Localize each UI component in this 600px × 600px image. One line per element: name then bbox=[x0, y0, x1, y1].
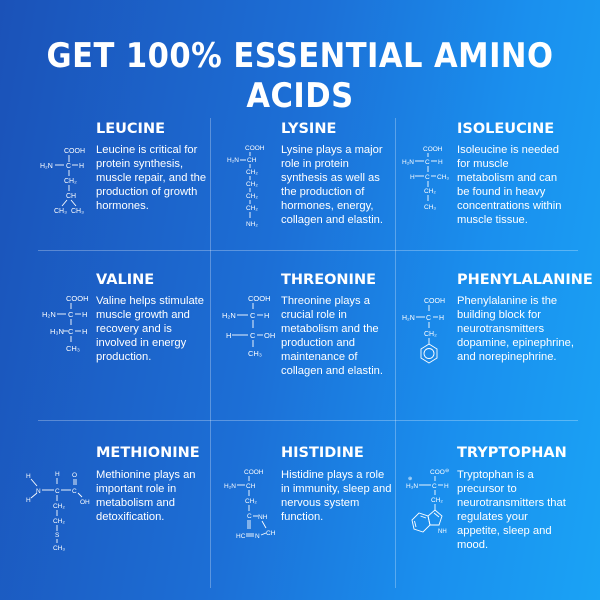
svg-text:COOH: COOH bbox=[64, 148, 85, 155]
svg-text:CH₂: CH₂ bbox=[53, 503, 65, 510]
tryptophan-structure-icon bbox=[400, 466, 458, 548]
valine-structure-icon bbox=[38, 292, 98, 354]
amino-acid-name: LYSINE bbox=[281, 121, 337, 137]
amino-acid-description: Methionine plays an important role in metabolism and detoxification. bbox=[96, 469, 196, 523]
amino-acid-name: TRYPTOPHAN bbox=[457, 445, 567, 461]
svg-text:CH: CH bbox=[266, 530, 276, 537]
svg-text:CH₂: CH₂ bbox=[246, 169, 258, 176]
svg-text:C: C bbox=[55, 488, 60, 495]
svg-text:HC: HC bbox=[236, 533, 246, 540]
svg-text:CH₂: CH₂ bbox=[64, 178, 77, 185]
svg-text:CH₃: CH₃ bbox=[54, 208, 67, 215]
svg-text:⊖: ⊖ bbox=[445, 468, 450, 474]
grid-divider bbox=[38, 250, 578, 251]
amino-acid-name: THREONINE bbox=[281, 272, 376, 288]
svg-text:COOH: COOH bbox=[244, 469, 264, 476]
svg-text:C: C bbox=[425, 174, 430, 181]
svg-text:C: C bbox=[68, 327, 74, 336]
svg-text:CH₃: CH₃ bbox=[66, 344, 80, 353]
svg-text:CH₂: CH₂ bbox=[424, 188, 436, 195]
amino-acid-name: METHIONINE bbox=[96, 445, 200, 461]
svg-text:CH: CH bbox=[246, 483, 256, 490]
svg-text:NH: NH bbox=[258, 514, 268, 521]
svg-text:COOH: COOH bbox=[248, 294, 271, 303]
methionine-structure-icon bbox=[22, 468, 96, 552]
svg-text:CH₃: CH₃ bbox=[424, 204, 437, 211]
svg-text:H: H bbox=[439, 315, 445, 322]
amino-acid-description: Isoleucine is needed for muscle metabolism and can be found in heavy concentrations within muscle tissue. bbox=[457, 144, 562, 226]
amino-acid-name: VALINE bbox=[96, 272, 155, 288]
svg-text:H: H bbox=[438, 159, 443, 166]
svg-text:H: H bbox=[55, 471, 60, 478]
svg-text:H: H bbox=[444, 483, 449, 490]
histidine-structure-icon bbox=[222, 466, 280, 546]
svg-text:H₂N: H₂N bbox=[227, 157, 239, 164]
svg-text:H: H bbox=[264, 311, 270, 320]
lysine-structure-icon bbox=[225, 142, 275, 234]
svg-text:CH₂: CH₂ bbox=[246, 181, 258, 188]
svg-text:NH₂: NH₂ bbox=[246, 221, 258, 228]
svg-text:CH₂: CH₂ bbox=[424, 331, 437, 338]
grid-divider bbox=[38, 420, 578, 421]
svg-text:NH: NH bbox=[438, 529, 447, 535]
amino-acid-description: Tryptophan is a precursor to neurotransmitters that regulates your appetite, sleep and mood. bbox=[457, 469, 566, 551]
svg-text:S: S bbox=[55, 532, 60, 539]
leucine-structure-icon bbox=[36, 144, 96, 216]
svg-text:CH₃: CH₃ bbox=[53, 545, 66, 552]
svg-text:C: C bbox=[432, 483, 437, 490]
svg-text:C: C bbox=[247, 513, 252, 520]
isoleucine-structure-icon bbox=[400, 143, 455, 215]
svg-text:CH₂: CH₂ bbox=[245, 498, 257, 505]
svg-text:COO: COO bbox=[430, 469, 445, 476]
svg-text:H: H bbox=[410, 174, 415, 181]
amino-acid-description: Lysine plays a major role in protein synthesis as well as the production of hormones, energy, collagen and elastin. bbox=[281, 144, 384, 226]
page-title: GET 100% ESSENTIAL AMINO ACIDS bbox=[46, 36, 554, 116]
amino-acid-name: HISTIDINE bbox=[281, 445, 364, 461]
svg-text:CH₃: CH₃ bbox=[437, 174, 450, 181]
svg-text:C: C bbox=[68, 310, 74, 319]
svg-text:O: O bbox=[72, 472, 78, 479]
amino-acid-description: Threonine plays a crucial role in metabolism and the production and maintenance of collagen and elastin. bbox=[281, 295, 384, 377]
svg-text:COOH: COOH bbox=[245, 145, 265, 152]
svg-text:CH₂: CH₂ bbox=[53, 518, 65, 525]
svg-text:OH: OH bbox=[80, 499, 90, 506]
svg-text:H: H bbox=[226, 331, 232, 340]
amino-acid-name: LEUCINE bbox=[96, 121, 165, 137]
amino-acid-description: Histidine plays a role in immunity, sleep and nervous system function. bbox=[281, 469, 392, 523]
svg-text:CH: CH bbox=[66, 193, 77, 200]
amino-acid-name: PHENYLALANINE bbox=[457, 272, 593, 288]
svg-text:CH₂: CH₂ bbox=[431, 497, 443, 504]
svg-text:H: H bbox=[82, 310, 88, 319]
svg-text:COOH: COOH bbox=[423, 146, 443, 153]
svg-text:CH₂: CH₂ bbox=[246, 193, 258, 200]
amino-acid-name: ISOLEUCINE bbox=[457, 121, 555, 137]
svg-text:⊕: ⊕ bbox=[408, 476, 413, 482]
svg-text:COOH: COOH bbox=[66, 294, 89, 303]
svg-text:C: C bbox=[426, 315, 432, 322]
svg-text:H₂N: H₂N bbox=[224, 483, 236, 490]
svg-text:C: C bbox=[72, 488, 77, 495]
grid-divider bbox=[395, 118, 396, 588]
phenylalanine-structure-icon bbox=[400, 294, 456, 370]
svg-text:H₂N: H₂N bbox=[40, 163, 53, 170]
svg-text:C: C bbox=[66, 163, 72, 170]
grid-divider bbox=[210, 118, 211, 588]
svg-text:H₃N: H₃N bbox=[406, 483, 419, 490]
svg-text:H₂N: H₂N bbox=[42, 310, 56, 319]
threonine-structure-icon bbox=[220, 292, 280, 360]
svg-text:OH: OH bbox=[264, 331, 276, 340]
svg-text:C: C bbox=[425, 159, 430, 166]
svg-text:N: N bbox=[255, 533, 260, 540]
svg-text:H₂N: H₂N bbox=[402, 315, 415, 322]
amino-acid-description: Phenylalanine is the building block for neurotransmitters dopamine, epinephrine, and norepinephrine. bbox=[457, 295, 574, 363]
svg-text:H₂N: H₂N bbox=[402, 159, 414, 166]
amino-acid-description: Leucine is critical for protein synthesis, muscle repair, and the production of growth hormones. bbox=[96, 144, 207, 212]
amino-acid-description: Valine helps stimulate muscle growth and recovery and is involved in energy production. bbox=[96, 295, 204, 363]
svg-text:N: N bbox=[36, 488, 41, 495]
svg-text:CH₃: CH₃ bbox=[71, 208, 84, 215]
svg-text:H: H bbox=[26, 497, 31, 504]
svg-text:H: H bbox=[79, 163, 85, 170]
svg-text:CH₂: CH₂ bbox=[246, 205, 258, 212]
svg-text:H: H bbox=[82, 327, 88, 336]
svg-text:H: H bbox=[26, 473, 31, 480]
svg-text:C: C bbox=[250, 311, 256, 320]
svg-text:CH₃: CH₃ bbox=[248, 349, 262, 358]
svg-text:CH: CH bbox=[247, 157, 257, 164]
svg-text:C: C bbox=[250, 331, 256, 340]
svg-text:COOH: COOH bbox=[424, 298, 445, 305]
svg-text:H₂N: H₂N bbox=[222, 311, 236, 320]
svg-text:H₃N: H₃N bbox=[50, 327, 64, 336]
